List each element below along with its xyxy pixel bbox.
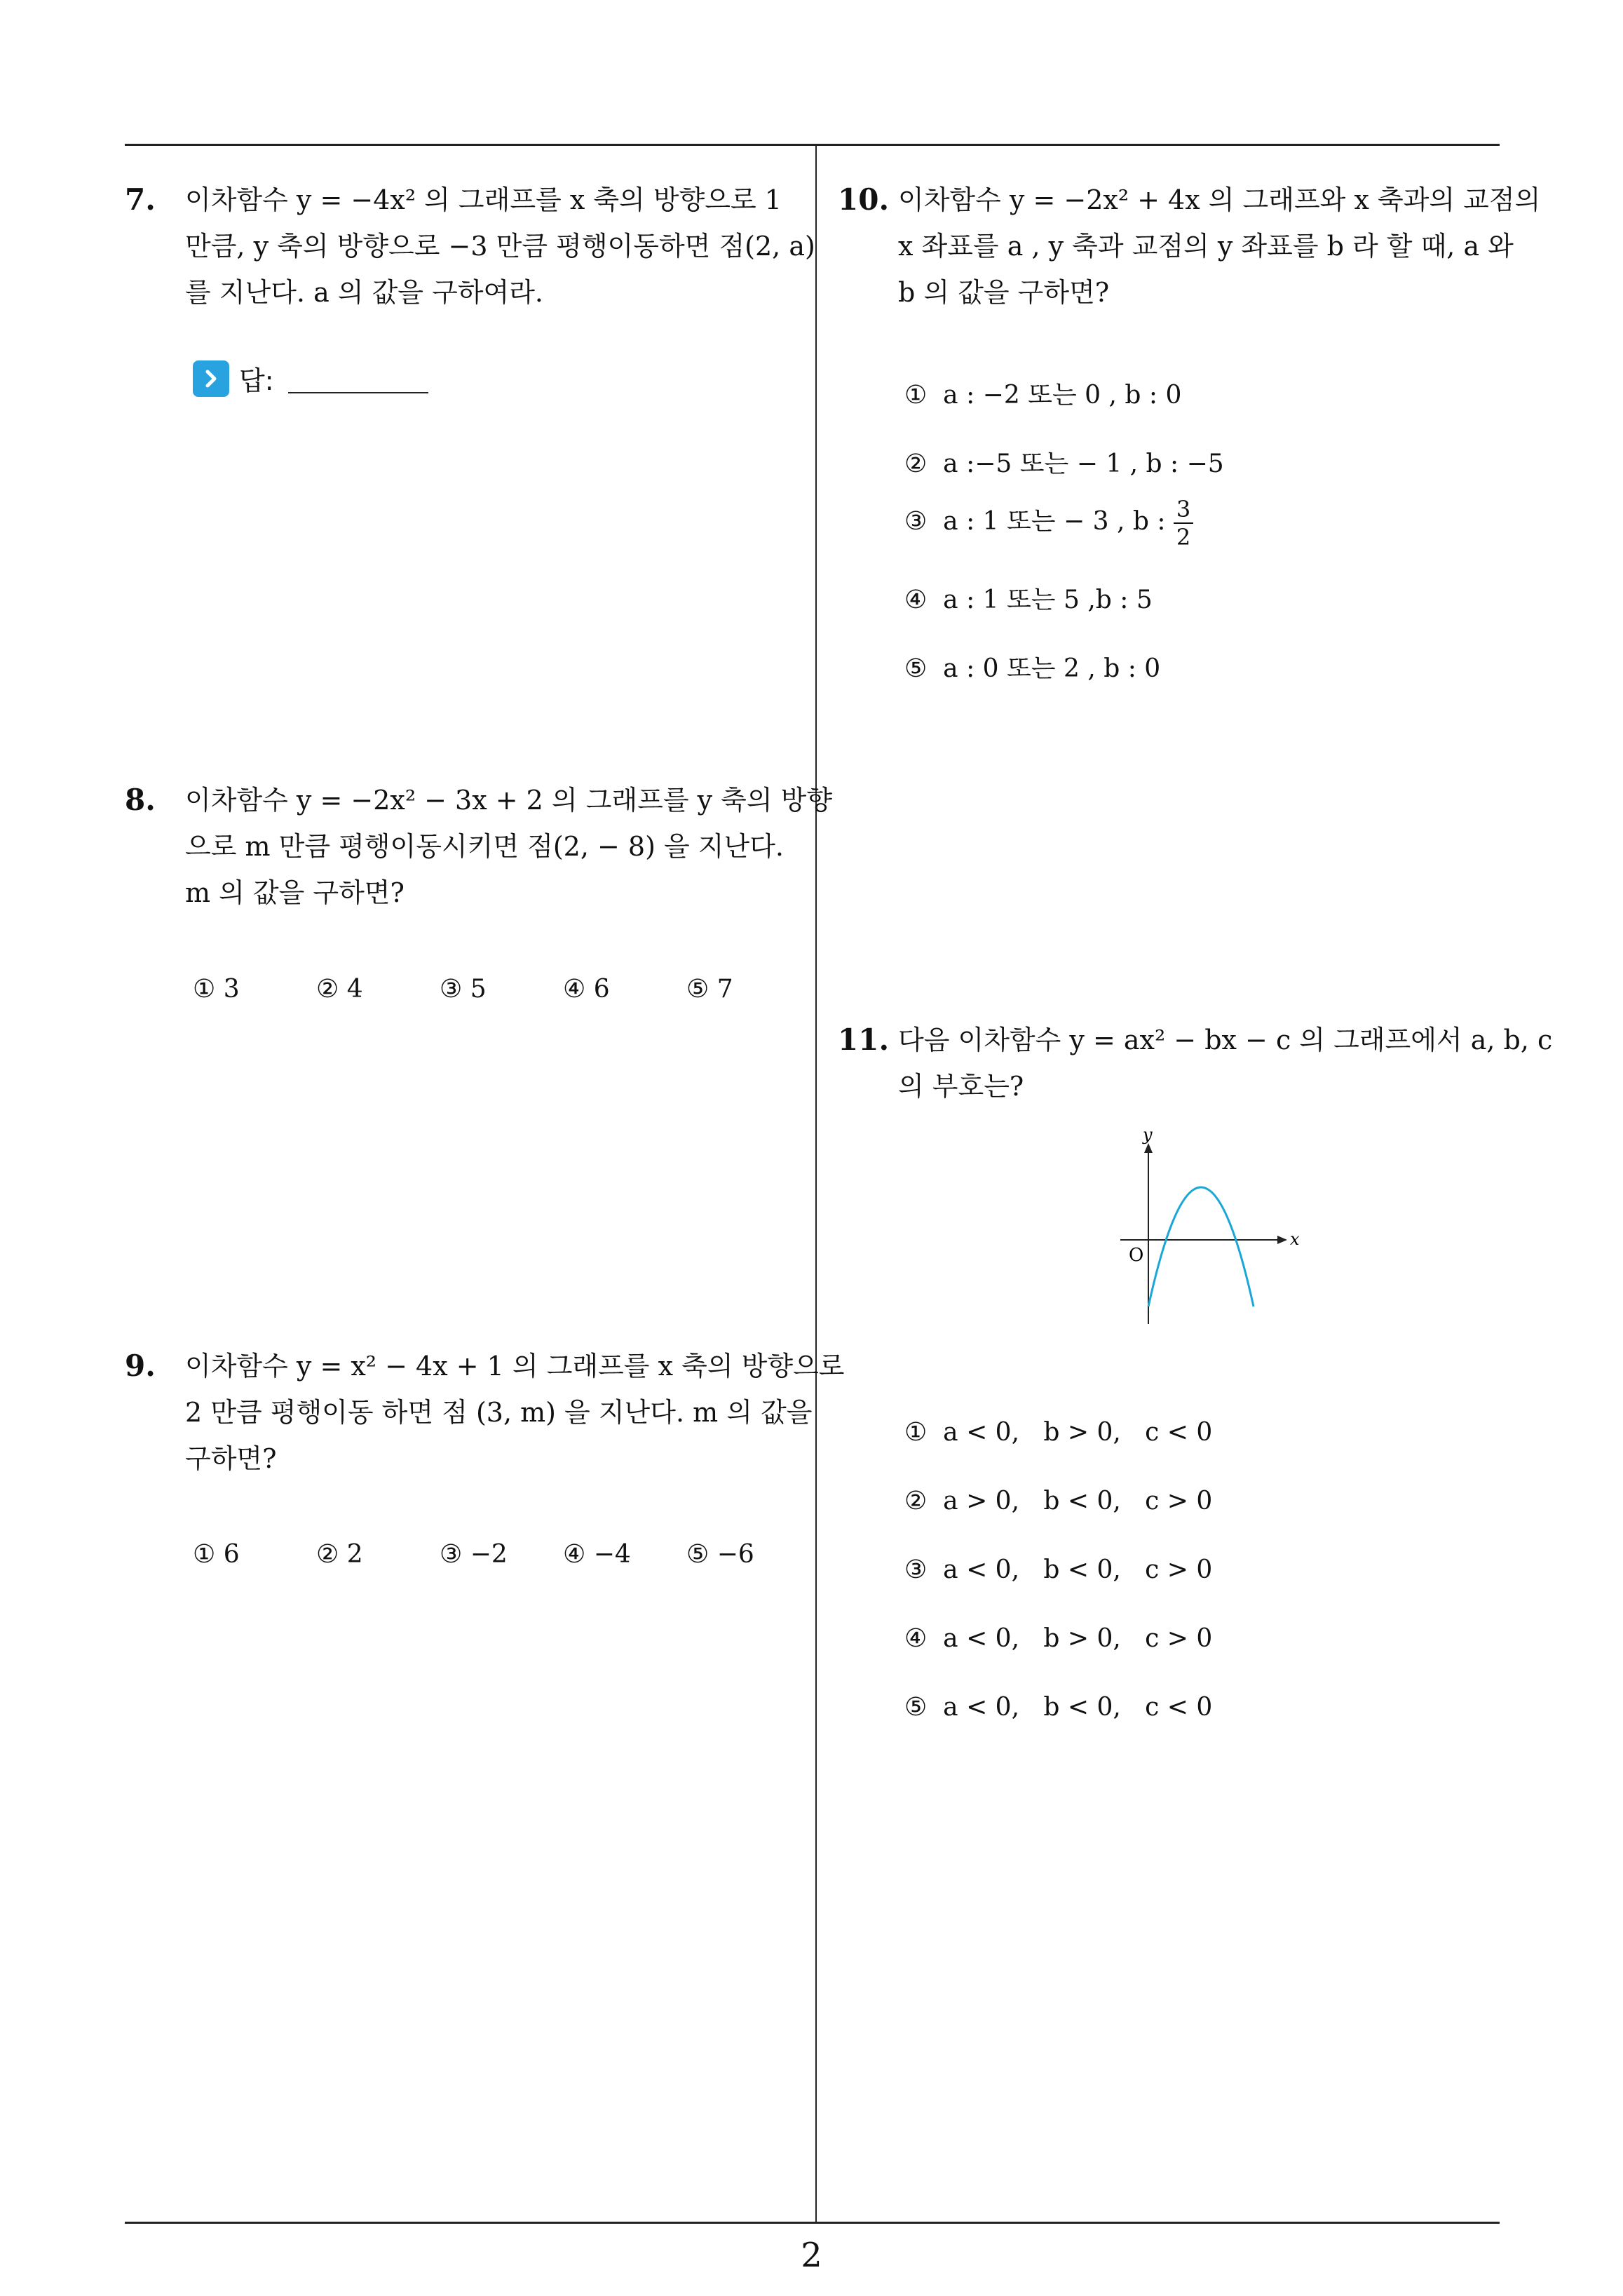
question-9: [125, 1343, 845, 1482]
x-axis-label: x: [1290, 1229, 1300, 1249]
question-line: 다음 이차함수 y = ax² − bx − c 의 그래프에서 a, b, c: [898, 1025, 1553, 1055]
choice-5[interactable]: ⑤ a < 0, b < 0, c < 0: [904, 1693, 1213, 1722]
question-number: 11.: [838, 1022, 890, 1057]
question-line: 를 지난다. a 의 값을 구하여라.: [185, 277, 543, 308]
question-11: [838, 1017, 1553, 1109]
question-line: 2 만큼 평행이동 하면 점 (3, m) 을 지난다. m 의 값을: [185, 1397, 813, 1428]
column-divider: [815, 144, 817, 2222]
question-line: 으로 m 만큼 평행이동시키면 점(2, − 8) 을 지난다.: [185, 831, 784, 862]
question-line: 이차함수 y = −2x² − 3x + 2 의 그래프를 y 축의 방향: [185, 785, 833, 816]
choice-3[interactable]: ③ a < 0, b < 0, c > 0: [904, 1555, 1213, 1584]
question-line: b 의 값을 구하면?: [898, 277, 1110, 308]
choice-1[interactable]: ① 6: [193, 1540, 240, 1569]
bottom-rule: [125, 2222, 1500, 2224]
question-number: 7.: [125, 182, 156, 217]
answer-input[interactable]: [288, 364, 428, 393]
choice-1[interactable]: ① 3: [193, 975, 240, 1004]
question-line: x 좌표를 a , y 축과 교점의 y 좌표를 b 라 할 때, a 와: [898, 231, 1514, 262]
choice-3[interactable]: ③ −2: [440, 1540, 508, 1569]
question-10: [838, 177, 1541, 316]
question-line: m 의 값을 구하면?: [185, 877, 405, 908]
choice-2[interactable]: ② 4: [316, 975, 363, 1004]
choice-3[interactable]: ③ 5: [440, 975, 487, 1004]
x-axis-arrow-icon: [1277, 1236, 1287, 1244]
question-line: 만큼, y 축의 방향으로 −3 만큼 평행이동하면 점(2, a): [185, 231, 815, 262]
choices: [193, 975, 810, 1004]
parabola-curve: [1148, 1187, 1254, 1306]
choice-5[interactable]: ⑤ −6: [686, 1540, 754, 1569]
question-text: [185, 777, 833, 916]
fraction: $\frac{3}{2}$: [1174, 496, 1193, 551]
top-rule: [125, 144, 1500, 146]
question-line: 의 부호는?: [898, 1071, 1024, 1102]
question-line: 이차함수 y = −2x² + 4x 의 그래프와 x 축과의 교점의: [898, 184, 1541, 215]
choice-5[interactable]: ⑤ a : 0 또는 2 , b : 0: [904, 654, 1161, 683]
question-text: [185, 177, 815, 316]
choices: [193, 1540, 810, 1569]
question-line: 이차함수 y = −4x² 의 그래프를 x 축의 방향으로 1: [185, 184, 782, 215]
chevron-right-icon: [193, 360, 229, 397]
choice-4[interactable]: ④ a < 0, b > 0, c > 0: [904, 1624, 1213, 1653]
choice-2[interactable]: ② 2: [316, 1540, 363, 1569]
choice-4[interactable]: ④ −4: [563, 1540, 631, 1569]
question-text: [185, 1343, 845, 1482]
question-line: 구하면?: [185, 1443, 277, 1474]
choice-3[interactable]: ③ a : 1 또는 − 3 , b : $\frac{3}{2}$: [904, 496, 1193, 551]
choice-1[interactable]: ① a < 0, b > 0, c < 0: [904, 1418, 1213, 1447]
y-axis-label: y: [1143, 1125, 1153, 1144]
choice-1[interactable]: ① a : −2 또는 0 , b : 0: [904, 381, 1182, 410]
answer-label: 답:: [239, 365, 274, 396]
choice-2[interactable]: ② a :−5 또는 − 1 , b : −5: [904, 450, 1224, 478]
question-text: [898, 1017, 1553, 1109]
answer-row: [193, 359, 428, 398]
question-8: [125, 777, 833, 916]
question-text: [898, 177, 1541, 316]
choice-4[interactable]: ④ 6: [563, 975, 610, 1004]
origin-label: O: [1129, 1245, 1144, 1266]
question-number: 9.: [125, 1349, 156, 1383]
question-7: [125, 177, 815, 316]
page-number: 2: [801, 2236, 822, 2275]
question-number: 8.: [125, 783, 156, 817]
question-line: 이차함수 y = x² − 4x + 1 의 그래프를 x 축의 방향으로: [185, 1351, 845, 1382]
choice-5[interactable]: ⑤ 7: [686, 975, 733, 1004]
choice-4[interactable]: ④ a : 1 또는 5 ,b : 5: [904, 586, 1153, 614]
choice-2[interactable]: ② a > 0, b < 0, c > 0: [904, 1487, 1213, 1515]
parabola-graph: [1113, 1125, 1300, 1331]
question-number: 10.: [838, 182, 890, 217]
y-axis-arrow-icon: [1144, 1143, 1153, 1153]
